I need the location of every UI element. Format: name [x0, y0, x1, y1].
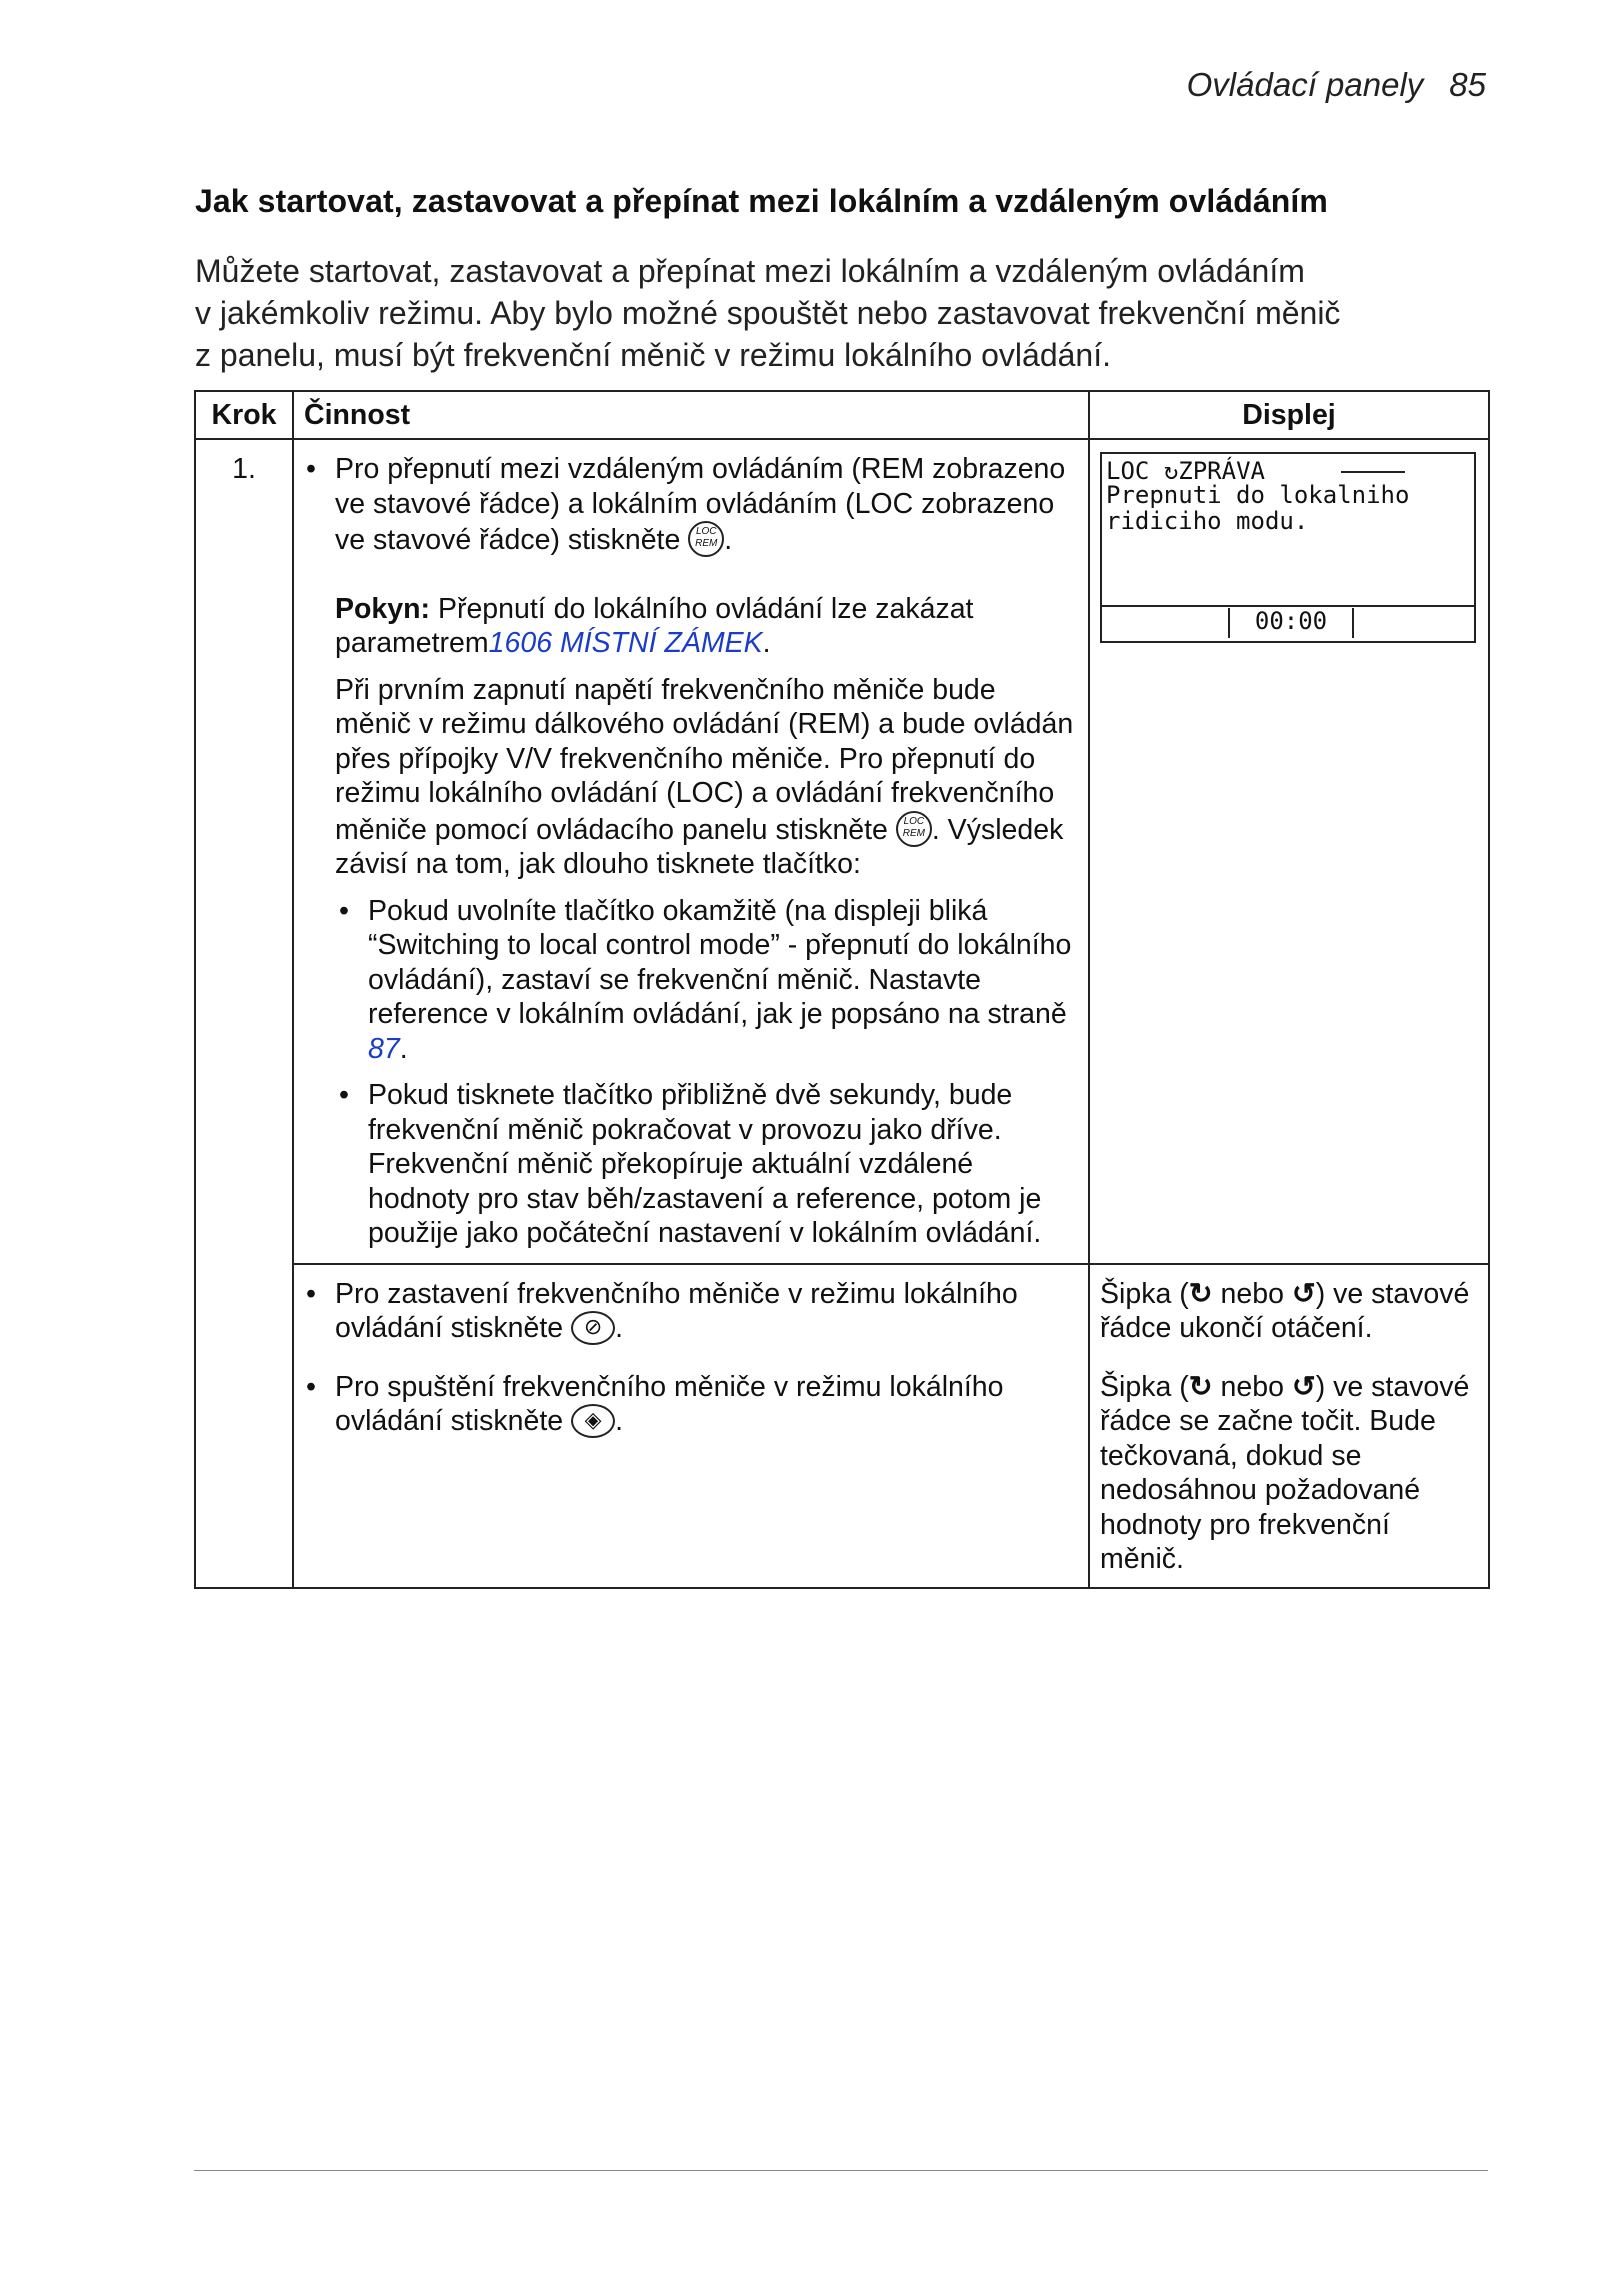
table-header-row [195, 391, 1489, 439]
bullet-dot: • [306, 453, 316, 485]
bullet-dot: • [339, 1079, 349, 1111]
table-row [195, 1358, 1489, 1588]
step-number: 1. [195, 439, 293, 1588]
rotation-cw-icon: ↻ [1188, 1370, 1213, 1403]
disp-stop-pre: Šipka ( [1100, 1277, 1189, 1310]
lcd-status-mode: ZPRÁVA [1178, 457, 1265, 485]
display-cell-switch [1089, 439, 1489, 1264]
page-number: 85 [1449, 66, 1486, 103]
bullet-dot: • [306, 1277, 316, 1310]
page-link[interactable]: 87 [368, 1032, 400, 1065]
panel-lcd-display [1100, 452, 1476, 643]
power-on-block [302, 673, 1078, 882]
lcd-bottom-bar [1102, 605, 1474, 641]
footer-divider [194, 2170, 1488, 2171]
action-cell-stop [293, 1264, 1089, 1358]
header-title: Ovládací panely [1186, 66, 1424, 103]
loc-rem-key-icon [896, 811, 932, 847]
start-text: Pro spuštění frekvenčního měniče v režimu lokálního ovládání stiskněte [335, 1370, 1004, 1437]
disp-stop-post: ) ve stavové řádce ukončí otáčení. [1100, 1277, 1470, 1344]
intro-line: z panelu, musí být frekvenční měnič v režimu lokálního ovládání. [195, 337, 1111, 373]
stop-end: . [615, 1312, 623, 1344]
bullet-dot: • [306, 1370, 316, 1403]
display-cell-stop [1089, 1264, 1489, 1358]
start-end: . [615, 1405, 623, 1437]
note-end: . [762, 627, 771, 659]
sub1-end: . [399, 1032, 408, 1065]
start-key-icon: ◈ [571, 1404, 615, 1438]
switch-text: Pro přepnutí mezi vzdáleným ovládáním (REM zobrazeno ve stavové řádce) a lokálním ovládáním (LOC zobrazeno ve stavové řádce) stiskněte [335, 453, 1066, 556]
display-cell-start [1089, 1358, 1489, 1588]
lcd-time: 00:00 [1228, 608, 1354, 638]
disp-start-mid: nebo [1212, 1370, 1292, 1403]
key-rem-label: REM [902, 827, 925, 839]
bullet-switch [302, 452, 1078, 558]
loc-rem-key-icon [688, 521, 724, 557]
rotation-ccw-icon: ↺ [1291, 1370, 1316, 1403]
sub2-text: Pokud tisknete tlačítko přibližně dvě sekundy, bude frekvenční měnič pokračovat v provozu jako dříve. Frekvenční měnič překopíruje aktuální vzdálené hodnoty pro stav běh/zastavení a reference, potom je použije jako počáteční nastavení v lokálním ovládání. [368, 1079, 1042, 1249]
table-row [195, 439, 1489, 1264]
header-cinnost: Činnost [293, 391, 1089, 439]
lcd-status-loc: LOC [1106, 457, 1150, 485]
bullet-start [302, 1370, 1078, 1439]
bullet-dot: • [339, 894, 349, 927]
disp-start-pre: Šipka ( [1100, 1370, 1189, 1403]
intro-line: Můžete startovat, zastavovat a přepínat mezi lokálním a vzdáleným ovládáním [195, 253, 1305, 289]
sub-bullet-release [335, 894, 1078, 1067]
key-loc-label: LOC [695, 526, 717, 537]
note-label: Pokyn: [335, 592, 431, 625]
section-heading: Jak startovat, zastavovat a přepínat mezi lokálním a vzdáleným ovládáním [195, 183, 1328, 219]
lcd-line-2: ridiciho modu. [1106, 507, 1309, 535]
header-displej: Displej [1089, 391, 1489, 439]
stop-text: Pro zastavení frekvenčního měniče v režimu lokálního ovládání stiskněte [335, 1277, 1018, 1344]
page-header [0, 66, 1486, 104]
lcd-status-rule [1341, 471, 1405, 473]
sub1-text: Pokud uvolníte tlačítko okamžitě (na displeji bliká “Switching to local control mode” - přepnutí do lokálního ovládání), zastaví se frekvenční měnič. Nastavte reference v lokálním ovládání, jak je popsáno na straně [368, 894, 1072, 1030]
action-cell-switch [293, 439, 1089, 1264]
stop-key-icon: ⊘ [571, 1311, 615, 1345]
lcd-line-1: Prepnuti do lokalniho [1106, 481, 1410, 509]
lcd-rotation-icon: ↻ [1163, 457, 1179, 485]
key-loc-label: LOC [903, 815, 925, 827]
table-row [195, 1264, 1489, 1358]
rotation-ccw-icon: ↺ [1291, 1277, 1316, 1310]
key-rem-label: REM [695, 538, 718, 549]
header-krok: Krok [195, 391, 293, 439]
power-on-text-end: . Výsledek závisí na tom, jak dlouho tisknete tlačítko: [335, 813, 1064, 880]
sub-list [302, 894, 1078, 1251]
switch-end: . [724, 524, 733, 556]
intro-paragraph [195, 250, 1495, 376]
note-block [302, 592, 1078, 661]
action-cell-start [293, 1358, 1089, 1588]
procedure-table [194, 390, 1490, 1589]
power-on-text: Při prvním zapnutí napětí frekvenčního měniče bude měnič v režimu dálkového ovládání (REM) a bude ovládán přes přípojky V/V frekvenčního měniče. Pro přepnutí do režimu lokálního ovládání (LOC) a ovládání frekvenčního měniče pomocí ovládacího panelu stiskněte [335, 673, 1074, 846]
parameter-link[interactable]: 1606 MÍSTNÍ ZÁMEK [488, 627, 763, 659]
disp-start-post: ) ve stavové řádce se začne točit. Bude tečkovaná, dokud se nedosáhnou požadované hodnoty pro frekvenční měnič. [1100, 1370, 1470, 1575]
sub-bullet-hold [335, 1078, 1078, 1251]
bullet-stop [302, 1277, 1078, 1346]
note-text: Přepnutí do lokálního ovládání lze zakázat parametrem [335, 592, 974, 659]
rotation-cw-icon: ↻ [1188, 1277, 1213, 1310]
intro-line: v jakémkoliv režimu. Aby bylo možné spouštět nebo zastavovat frekvenční měnič [195, 295, 1341, 331]
disp-stop-mid: nebo [1212, 1277, 1292, 1310]
